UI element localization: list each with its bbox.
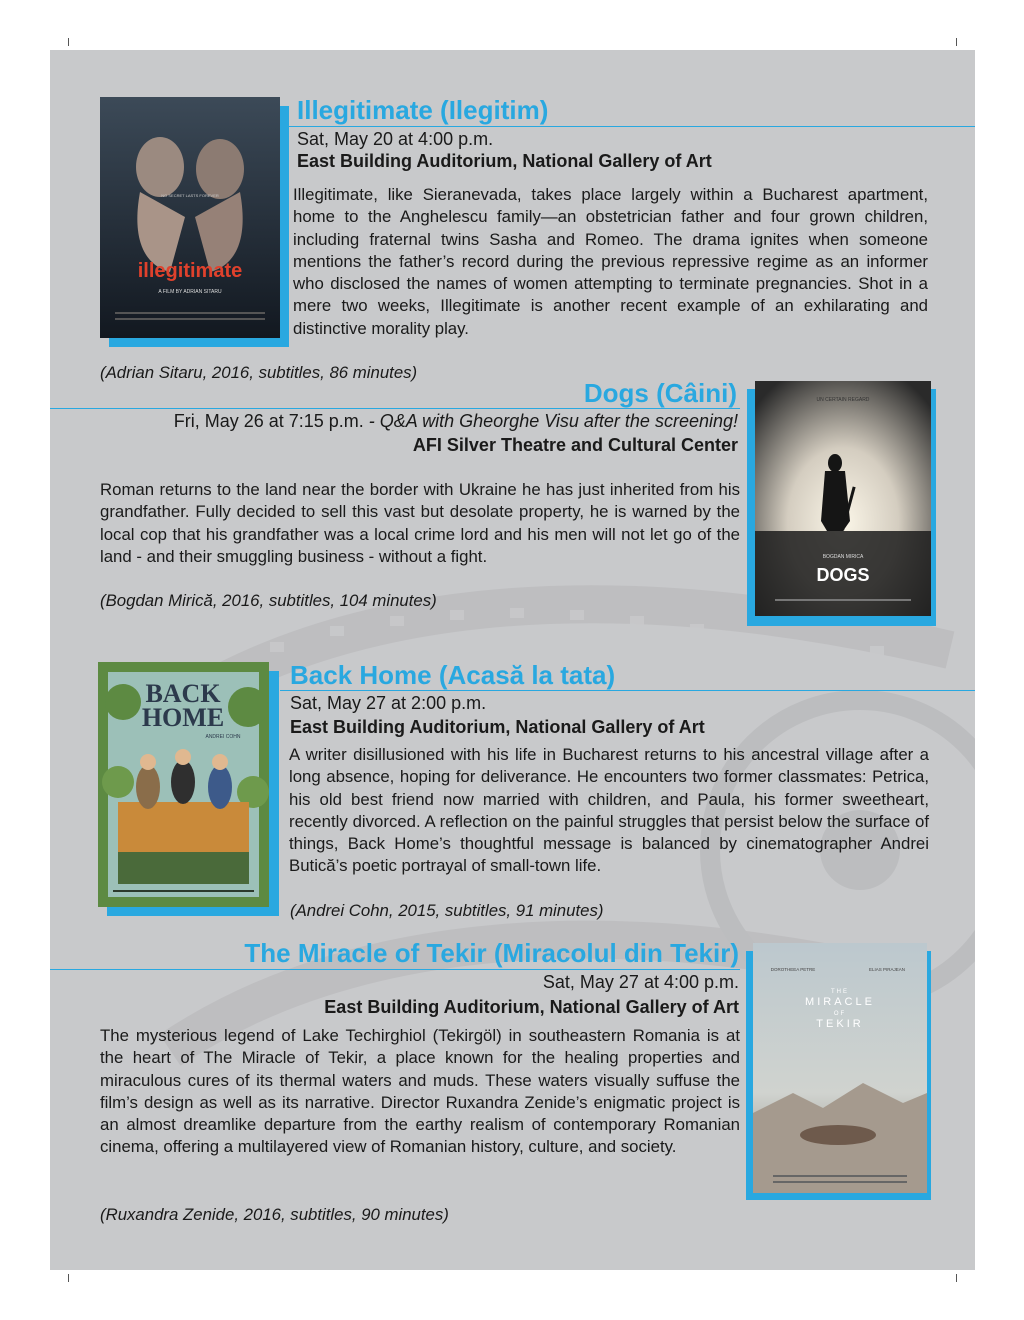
film-title: Illegitimate (Ilegitim) [297,95,549,125]
film-credit: (Andrei Cohn, 2015, subtitles, 91 minutes) [290,901,604,920]
screening-venue: East Building Auditorium, National Gallery of Art [297,151,712,171]
back-home-poster-title-line1: BACK [145,679,221,708]
film-title: The Miracle of Tekir (Miracolul din Tekir) [244,938,739,968]
illegitimate-poster-title: illegitimate [137,260,243,282]
dogs-poster-director: BOGDAN MIRICA [822,554,864,560]
back-home-poster-director: ANDREI COHN [205,734,241,740]
film-credit: (Ruxandra Zenide, 2016, subtitles, 90 minutes) [100,1205,449,1224]
film-credit: (Bogdan Mirică, 2016, subtitles, 104 minutes) [100,591,437,610]
film-description: Roman returns to the land near the border with Ukraine he has just inherited from his grandfather. Fully decided to sell this vast but desolate property, he is warned by the local cop that his grandfather was a local crime lord and his men will not let go of the land - and their smuggling business - without a fight. [100,480,740,566]
tekir-poster-line2: MIRACLE [805,996,875,1008]
screening-venue: East Building Auditorium, National Gallery of Art [324,997,739,1017]
crop-mark [956,38,957,46]
title-rule [50,969,740,970]
screening-date: Fri, May 26 at 7:15 p.m. [173,411,364,431]
title-rule [288,126,975,127]
film-description: The mysterious legend of Lake Techirghiol (Tekirgöl) in southeastern Romania is at the heart of The Miracle of Tekir, a place known for the healing properties and miraculous cures of its thermal waters and muds. These waters visually suffuse the film’s design as well as its narrative. Director Ruxandra Zenide’s enigmatic project is an almost dreamlike departure from the earthy realism of contemporary Romanian cinema, offering a multilayered view of Romanian history, culture, and society. [100,1026,740,1157]
screening-date: Sat, May 27 at 4:00 p.m. [542,972,739,992]
crop-mark [68,1274,69,1282]
crop-mark [956,1274,957,1282]
tekir-poster-cast-right: ELIAS PIRAJEAN [868,967,906,972]
film-description: Illegitimate, like Sieranevada, takes place largely within a Bucharest apartment, home to the Anghelescu family—an obstetrician father and four grown children, including fraternal twins Sasha and Romeo. The drama ignites when someone mentions the father’s record during the previous repressive regime as an informer who disclosed the names of women attempting to terminate pregnancies. Shot in a mere two weeks, Illegitimate is another recent example of an exhilarating and distinctive morality play. [293,185,928,338]
title-rule [50,408,740,409]
tekir-poster-cast-left: DOROTHEEA PETRE [770,967,816,972]
tekir-poster-line3: OF [833,1011,847,1017]
tekir-poster-line4: TEKIR [816,1018,864,1030]
screening-date-line [174,410,738,432]
tekir-poster-line1: THE [831,989,849,995]
screening-note: - Q&A with Gheorghe Visu after the screening! [363,411,738,431]
screening-venue: East Building Auditorium, National Gallery of Art [290,717,705,737]
film-credit: (Adrian Sitaru, 2016, subtitles, 86 minutes) [100,363,418,382]
dogs-poster-top-text: UN CERTAIN REGARD [816,397,870,403]
dogs-poster [750,381,940,626]
film-schedule-page [50,50,975,1270]
dogs-poster-title: DOGS [816,565,870,585]
film-title: Back Home (Acasă la tata) [290,660,616,690]
title-rule [280,690,975,691]
back-home-poster-title-line2: HOME [141,703,225,732]
film-title: Dogs (Câini) [583,378,737,408]
crop-mark [68,38,69,46]
screening-date: Sat, May 20 at 4:00 p.m. [297,129,494,149]
illegitimate-poster-tagline: A FILM BY ADRIAN SITARU [158,289,222,295]
miracle-of-tekir-poster [746,943,931,1200]
illegitimate-poster [100,97,290,347]
screening-date: Sat, May 27 at 2:00 p.m. [290,693,487,713]
back-home-poster [98,662,280,917]
illegitimate-poster-small-text: NO SECRET LASTS FOREVER [161,193,219,198]
screening-venue: AFI Silver Theatre and Cultural Center [412,435,738,455]
film-description: A writer disillusioned with his life in Bucharest returns to his ancestral village after a long absence, hoping for deliverance. He encounters two former classmates: Petrica, his old best friend now married with children, and Paula, his former sweetheart, recently divorced. A reflection on the painful struggles that persist below the surface of things, Back Home’s thoughtful message is balanced by cinematographer Andrei Butică’s poetic portrayal of small-town life. [289,745,929,876]
